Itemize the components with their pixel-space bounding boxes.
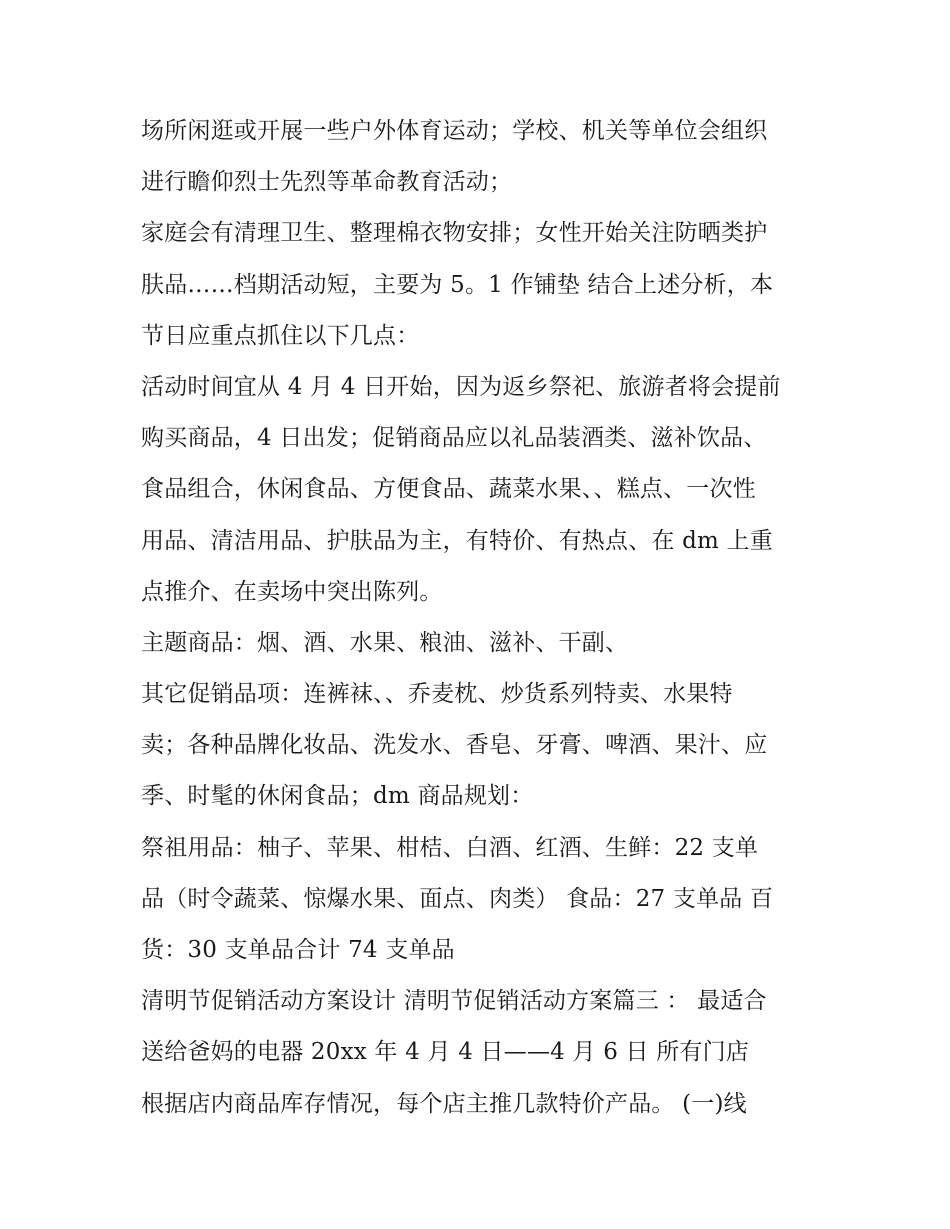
text-line: 季、时髦的休闲食品；dm 商品规划： [141, 783, 534, 810]
text-line: 购买商品，4 日出发；促销商品应以礼品装酒类、滋补饮品、 [141, 425, 767, 452]
text-line: 货：30 支单品合计 74 支单品 [141, 937, 455, 963]
text-line: 卖；各种品牌化妆品、洗发水、香皂、牙膏、啤酒、果汁、应 [141, 732, 768, 759]
text-line: 点推介、在卖场中突出陈列。 [141, 578, 443, 605]
text-line: 场所闲逛或开展一些户外体育运动；学校、机关等单位会组织 [141, 118, 768, 144]
text-line: 清明节促销活动方案设计 清明节促销活动方案篇三 ： 最适合 [141, 988, 767, 1015]
body-text [141, 106, 821, 1130]
text-line: 肤品……档期活动短，主要为 5。1 作铺垫 结合上述分析，本 [141, 271, 774, 298]
text-line: 品（时令蔬菜、惊爆水果、面点、肉类） 食品：27 支单品 百 [141, 885, 774, 912]
text-line: 食品组合，休闲食品、方便食品、蔬菜水果、、糕点、一次性 [141, 476, 756, 503]
text-line: 送给爸妈的电器 20xx 年 4 月 4 日——4 月 6 日 所有门店 [141, 1039, 750, 1066]
text-line: 家庭会有清理卫生、整理棉衣物安排；女性开始关注防晒类护 [141, 220, 768, 247]
text-line: 节日应重点抓住以下几点： [141, 322, 420, 349]
text-line: 祭祖用品：柚子、苹果、柑桔、白酒、红酒、生鲜：22 支单 [141, 834, 759, 861]
text-line: 主题商品：烟、酒、水果、粮油、滋补、干副、 [141, 629, 629, 656]
text-line: 其它促销品项：连裤袜、、乔麦枕、炒货系列特卖、水果特 [141, 681, 733, 708]
text-line: 根据店内商品库存情况，每个店主推几款特价产品。 (一)线 [141, 1090, 747, 1117]
text-line: 用品、清洁用品、护肤品为主，有特价、有热点、在 dm 上重 [141, 527, 773, 554]
text-line: 活动时间宜从 4 月 4 日开始，因为返乡祭祀、旅游者将会提前 [141, 373, 781, 400]
text-line: 进行瞻仰烈士先烈等革命教育活动； [141, 169, 513, 196]
